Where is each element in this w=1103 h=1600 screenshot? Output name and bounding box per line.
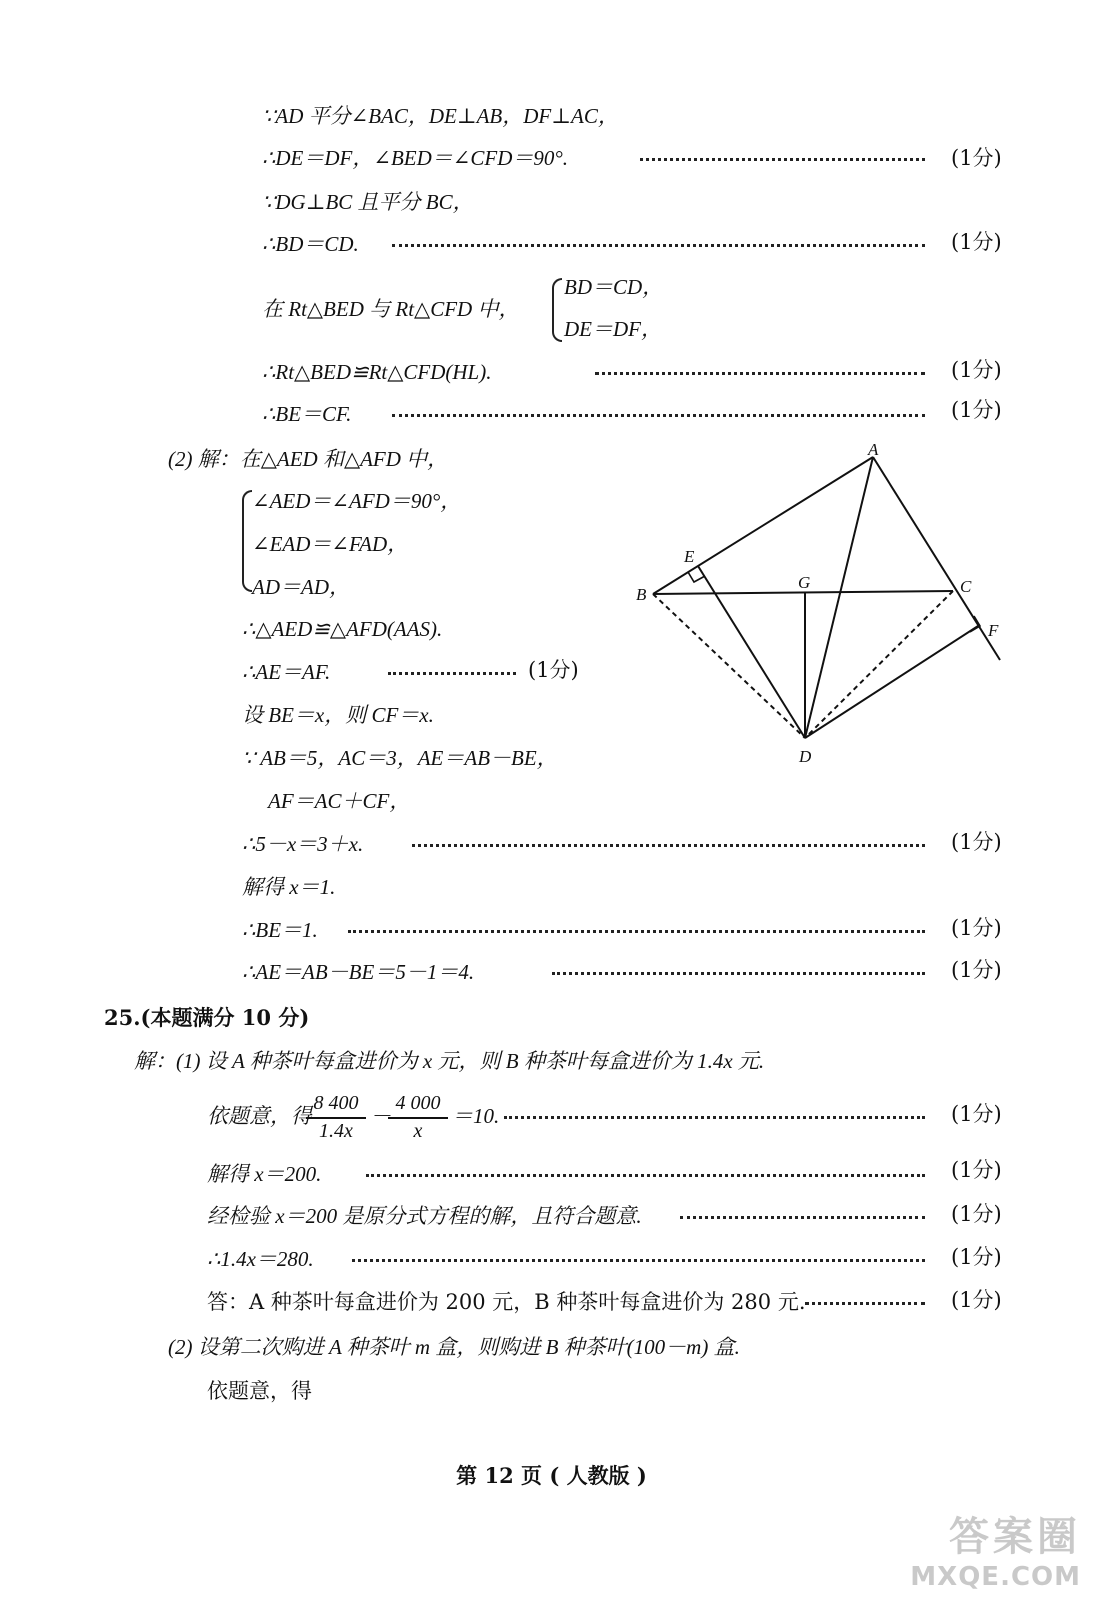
fraction-2-denominator: x [413,1120,423,1142]
score-mark: (1分) [528,658,579,682]
score-mark: (1分) [951,230,1002,254]
label-c: C [960,577,972,596]
proof-line-7: ∴BE＝CF. [262,402,352,426]
q25-line-8: 依题意，得 [207,1379,312,1403]
score-mark: (1分) [951,398,1002,422]
dot-leader [412,844,925,847]
label-e: E [684,547,695,566]
dot-leader [392,414,925,417]
part2-line-8: ∴BE＝1. [242,918,318,942]
part2-line-5: AF＝AC＋CF， [268,789,411,813]
fraction-2-numerator: 4 000 [395,1092,441,1114]
q25-line-5: ∴1.4x＝280. [207,1247,314,1271]
score-mark: (1分) [951,1288,1002,1312]
proof-line-6: ∴Rt△BED≌Rt△CFD(HL). [262,360,492,384]
label-a: A [868,440,879,459]
dot-leader [640,158,925,161]
part2-line-4: ∵ AB＝5，AC＝3，AE＝AB－BE， [242,746,558,770]
system-eq-2: ∠EAD＝∠FAD， [252,532,409,556]
part2-line-6: ∴5－x＝3＋x. [242,832,364,856]
score-mark: (1分) [951,830,1002,854]
part2-line-3: 设 BE＝x，则 CF＝x. [242,703,434,727]
score-mark: (1分) [951,916,1002,940]
minus-sign: － [372,1104,393,1128]
score-mark: (1分) [951,358,1002,382]
page-footer: 第 12 页 ( 人教版 ) [456,1463,647,1488]
q25-line-6: 答：A 种茶叶每盒进价为 200 元，B 种茶叶每盒进价为 280 元. [207,1290,806,1314]
q25-line-4: 经检验 x＝200 是原分式方程的解，且符合题意. [207,1204,642,1228]
label-f: F [988,621,999,640]
watermark-text-cn: 答案圈 [949,1514,1081,1560]
dot-leader [348,930,925,933]
segment-af [873,457,1000,660]
segment-cd-dashed [805,591,953,738]
system-eq-1: ∠AED＝∠AFD＝90°， [252,489,462,513]
system-eq-3: AD＝AD， [252,575,350,599]
score-mark: (1分) [951,1158,1002,1182]
fraction-1-denominator: 1.4x [319,1120,353,1142]
system-eq-2: DE＝DF， [564,317,662,341]
part2-line-9: ∴AE＝AB－BE＝5－1＝4. [242,960,475,984]
proof-line-1: ∵AD 平分∠BAC，DE⊥AB，DF⊥AC， [262,104,619,128]
dot-leader [366,1174,925,1177]
part2-line-2: ∴AE＝AF. [242,660,331,684]
label-g: G [798,573,811,592]
part2-heading: (2) 解：在△AED 和△AFD 中， [168,447,449,471]
watermark-logo [910,1505,1081,1592]
score-mark: (1分) [951,146,1002,170]
dot-leader [805,1302,925,1305]
part2-line-1: ∴△AED≌△AFD(AAS). [242,617,443,641]
score-mark: (1分) [951,1202,1002,1226]
dot-leader [388,672,516,675]
dot-leader [392,244,925,247]
q25-line-1: 解：(1) 设 A 种茶叶每盒进价为 x 元，则 B 种茶叶每盒进价为 1.4x 元. [134,1049,765,1073]
q25-line-2-suffix: ＝10. [452,1104,500,1128]
dot-leader [552,972,925,975]
left-brace [552,278,562,342]
q25-line-3: 解得 x＝200. [207,1162,322,1186]
geometry-figure [620,438,1020,778]
score-mark: (1分) [951,1102,1002,1126]
dot-leader [680,1216,925,1219]
q25-line-7: (2) 设第二次购进 A 种茶叶 m 盒，则购进 B 种茶叶(100－m) 盒. [168,1335,740,1359]
label-d: D [799,747,812,766]
dot-leader [595,372,925,375]
segment-ad [805,457,873,738]
left-brace [242,490,252,592]
system-eq-1: BD＝CD， [564,275,664,299]
q25-line-2-prefix: 依题意，得 [207,1104,312,1128]
label-b: B [636,585,647,604]
score-mark: (1分) [951,1245,1002,1269]
proof-line-2: ∴DE＝DF，∠BED＝∠CFD＝90°. [262,146,569,170]
segment-ab [653,457,873,594]
fraction-1-numerator: 8 400 [313,1092,359,1114]
dot-leader [352,1259,925,1262]
score-mark: (1分) [951,958,1002,982]
proof-line-4: ∴BD＝CD. [262,232,359,256]
proof-line-5-prefix: 在 Rt△BED 与 Rt△CFD 中， [262,297,520,321]
question-25-title: 25.(本题满分 10 分) [104,1005,310,1030]
dot-leader [504,1116,925,1119]
watermark-text-en: MXQE.COM [910,1562,1081,1592]
segment-fd [805,626,978,738]
proof-line-3: ∵DG⊥BC 且平分 BC， [262,190,474,214]
part2-line-7: 解得 x＝1. [242,875,336,899]
